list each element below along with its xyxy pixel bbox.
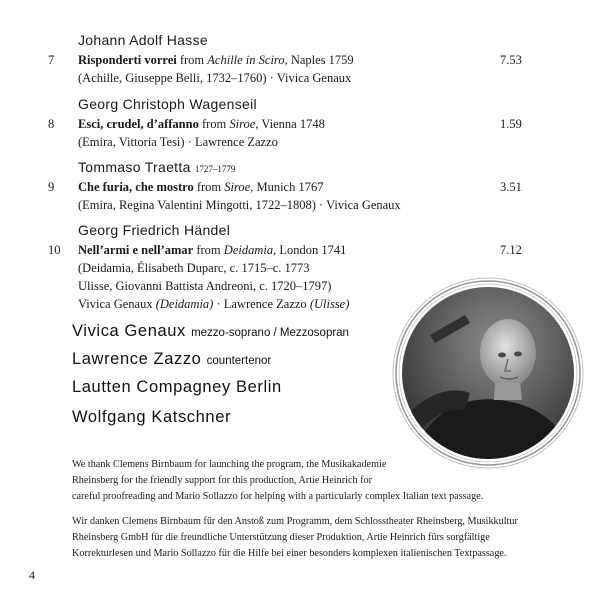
from-word: from xyxy=(196,180,222,194)
performer-name: Wolfgang Katschner xyxy=(72,408,232,426)
composer-wagenseil: Georg Christoph Wagenseil xyxy=(78,96,257,112)
thanks-english xyxy=(72,457,542,505)
track-10-place: , London 1741 xyxy=(273,243,347,257)
track-10-roles: (Deidamia, Élisabeth Duparc, c. 1715–c. 1773 xyxy=(78,261,310,275)
role-ulisse: (Ulisse) xyxy=(309,297,350,311)
track-8-roles: (Emira, Vittoria Tesi) · Lawrence Zazzo xyxy=(78,135,278,149)
performer-genaux xyxy=(72,322,349,341)
track-10-roles-2: Ulisse, Giovanni Battista Andreoni, c. 1720–1797) xyxy=(78,279,332,293)
from-word: from xyxy=(196,243,221,257)
portrait-photo xyxy=(390,275,586,471)
track-7-title-line xyxy=(78,53,354,68)
composer-traetta xyxy=(78,159,235,175)
track-number-7: 7 xyxy=(48,53,55,67)
thanks-en-line-1: We thank Clemens Birnbaum for launching the program, the Musikakademie xyxy=(72,459,387,470)
thanks-german xyxy=(72,514,542,562)
performer-katschner xyxy=(72,408,231,427)
track-10-work: Deidamia xyxy=(223,243,274,257)
thanks-en-line-2: Rheinsberg for the friendly support for this production, Artie Heinrich for xyxy=(72,475,372,486)
performer-name: Lautten Compagney Berlin xyxy=(72,378,282,396)
track-8-title: Esci, crudel, d’affanno xyxy=(78,117,199,131)
track-10-title: Nell’armi e nell’amar xyxy=(78,243,194,257)
composer-traetta-name: Tommaso Traetta xyxy=(78,159,191,175)
performer-role: mezzo-soprano / Mezzosopran xyxy=(191,327,349,339)
singer-zazzo: Lawrence Zazzo xyxy=(223,297,307,311)
track-8-title-line xyxy=(78,117,325,132)
track-8-time: 1.59 xyxy=(500,117,522,131)
composer-handel: Georg Friedrich Händel xyxy=(78,222,231,238)
track-number-10: 10 xyxy=(48,243,61,257)
track-7-title: Risponderti vorrei xyxy=(78,53,177,67)
composer-hasse: Johann Adolf Hasse xyxy=(78,32,208,48)
singer-genaux: Vivica Genaux xyxy=(78,297,153,311)
track-9-place: , Munich 1767 xyxy=(250,180,324,194)
from-word: from xyxy=(179,53,205,67)
performer-lautten xyxy=(72,378,282,397)
performer-name: Lawrence Zazzo xyxy=(72,350,202,368)
thanks-en-line-3: careful proofreading and Mario Sollazzo for helping with a particularly complex Italian text passage. xyxy=(72,491,484,502)
track-10-singers xyxy=(78,297,349,312)
performer-name: Vivica Genaux xyxy=(72,322,186,340)
track-number-9: 9 xyxy=(48,180,55,194)
separator: · xyxy=(213,297,224,311)
role-deidamia: (Deidamia) xyxy=(155,297,214,311)
track-7-work: Achille in Sciro xyxy=(207,53,285,67)
track-7-roles: (Achille, Giuseppe Belli, 1732–1760) · Vivica Genaux xyxy=(78,71,352,85)
from-word: from xyxy=(201,117,227,131)
track-8-work: Siroe xyxy=(229,117,256,131)
track-9-title: Che furia, che mostro xyxy=(78,180,194,194)
track-7-time: 7.53 xyxy=(500,53,522,67)
thanks-de-line-3: Korrekturlesen und Mario Sollazzo für die Hilfe bei einer besonders komplexen italienischen Textpassage. xyxy=(72,548,507,559)
performer-role: countertenor xyxy=(206,355,272,367)
page-number: 4 xyxy=(29,568,35,582)
track-9-title-line xyxy=(78,180,323,195)
thanks-de-line-1: Wir danken Clemens Birnbaum für den Anstoß zum Programm, dem Schlosstheater Rheinsberg, Musikkultur xyxy=(72,516,518,527)
track-9-time: 3.51 xyxy=(500,180,522,194)
thanks-de-line-2: Rheinsberg GmbH für die freundliche Unterstützung dieser Produktion, Artie Heinrich fürs sorgfältige xyxy=(72,532,490,543)
track-8-place: , Vienna 1748 xyxy=(255,117,325,131)
track-10-time: 7.12 xyxy=(500,243,522,257)
track-number-8: 8 xyxy=(48,117,55,131)
track-10-title-line xyxy=(78,243,346,258)
performer-zazzo xyxy=(72,350,271,369)
track-9-roles: (Emira, Regina Valentini Mingotti, 1722–1808) · Vivica Genaux xyxy=(78,198,401,212)
composer-traetta-dates: 1727–1779 xyxy=(194,164,236,174)
track-9-work: Siroe xyxy=(224,180,251,194)
track-7-place: , Naples 1759 xyxy=(284,53,354,67)
